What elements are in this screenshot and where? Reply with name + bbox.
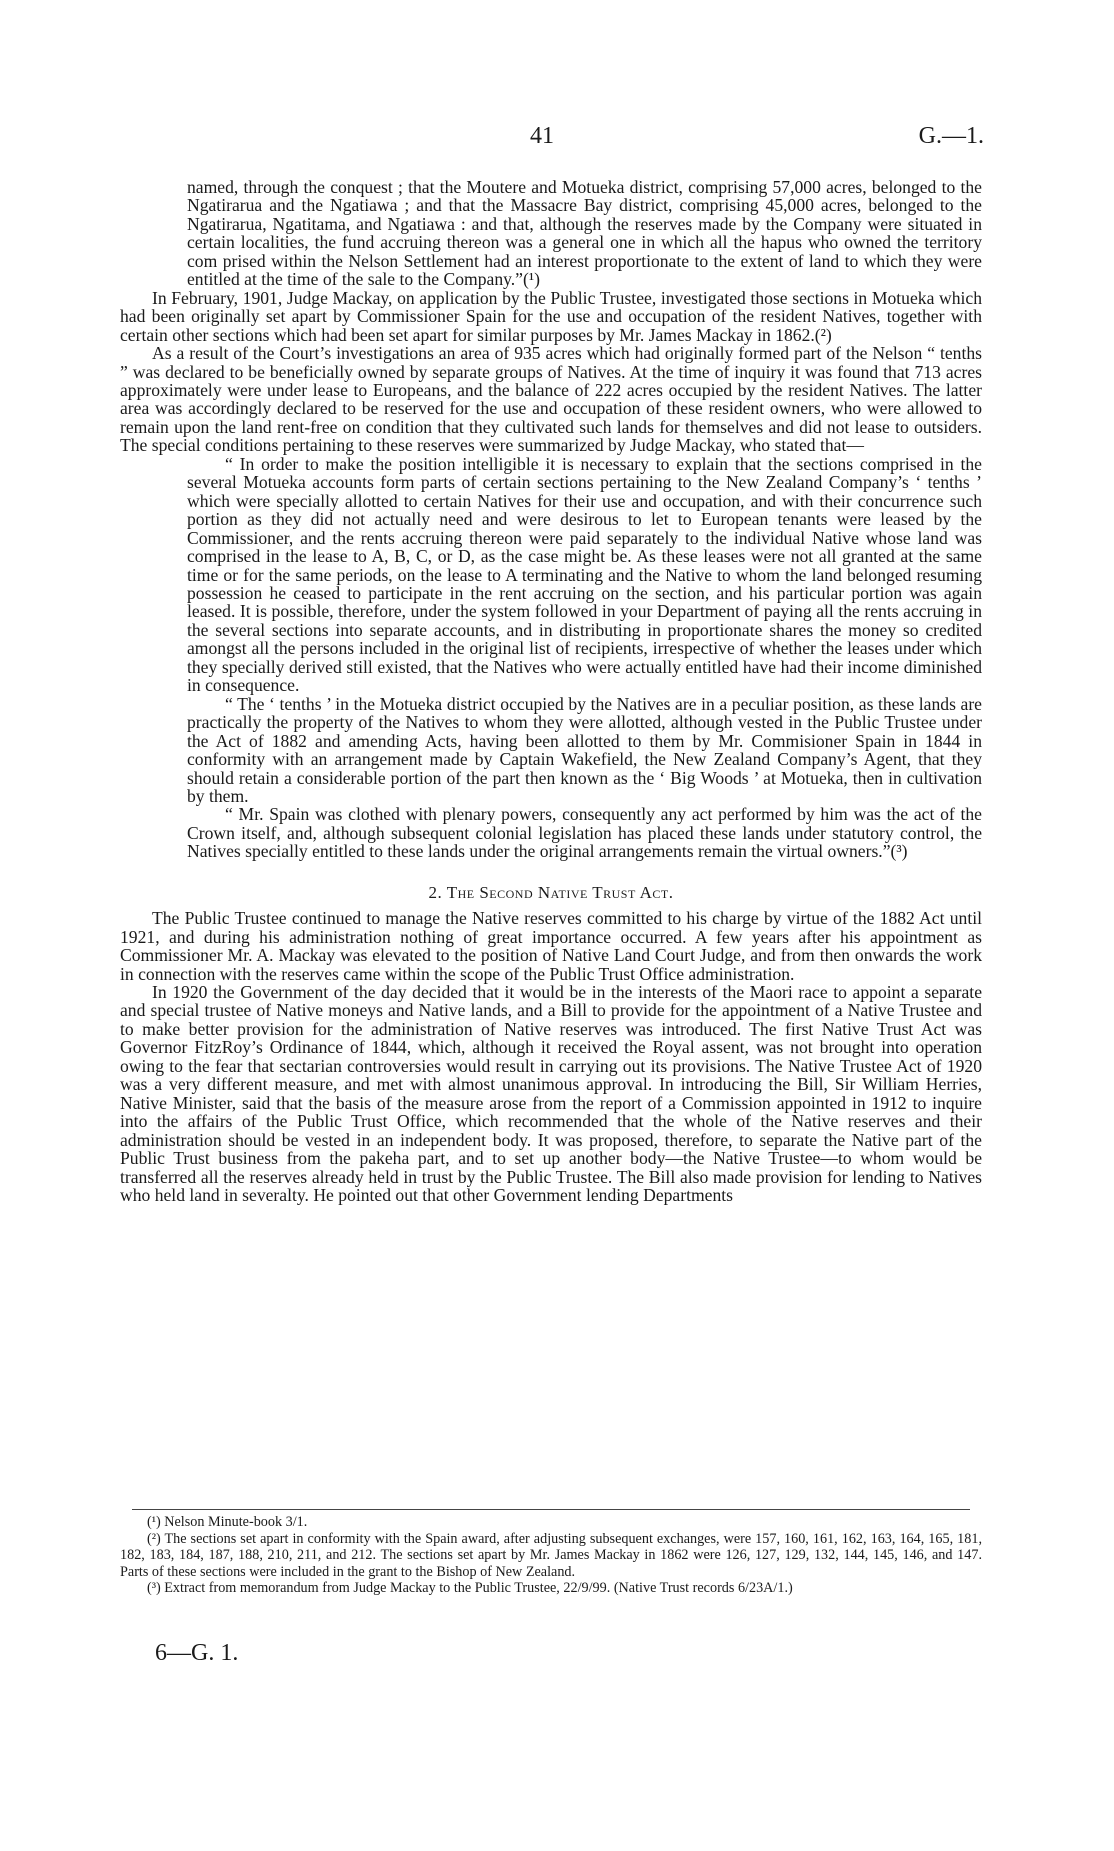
footnote-divider	[132, 1509, 970, 1510]
paragraph: In February, 1901, Judge Mackay, on application by the Public Trustee, investigated those sections in Motueka which had been originally set apart by Commissioner Spain for the use and occupation of the resident Natives, together with certain other sections which had been set apart for similar purposes by Mr. James Mackay in 1862.(²)	[120, 287, 982, 345]
footnote: (¹) Nelson Minute-book 3/1.	[147, 1514, 308, 1530]
quoted-paragraph: “ Mr. Spain was clothed with plenary powers, consequently any act performed by him was the act of the Crown itself, and, although subsequent colonial legislation has placed these lands under statutory control, the Natives specially entitled to these lands under the original arrangements remain the virtual owners.”(³)	[187, 804, 982, 862]
footnote: (²) The sections set apart in conformity with the Spain award, after adjusting subsequent exchanges, were 157, 160, 161, 162, 163, 164, 165, 181, 182, 183, 184, 187, 188, 210, 211, and 212. The sections set apart by Mr. James Mackay in 1862 were 126, 127, 129, 132, 144, 145, 146, and 147. Parts of these sections were included in the grant to the Bishop of New Zealand.	[120, 1530, 982, 1580]
quoted-paragraph: “ The ‘ tenths ’ in the Motueka district occupied by the Natives are in a peculiar position, as these lands are practically the property of the Natives to whom they were allotted, although vested in the Public Trustee under the Act of 1882 and amending Acts, having been allotted to them by Mr. Commisioner Spain in 1844 in conformity with an arrangement made by Captain Wakefield, the New Zealand Company’s Agent, that they should retain a considerable portion of the part then known as the ‘ Big Woods ’ at Motueka, then in cultivation by them.	[187, 693, 982, 806]
paragraph: named, through the conquest ; that the Moutere and Motueka district, comprising 57,000 acres, belonged to the Ngatirarua and the Ngatiawa ; and that the Massacre Bay district, comprising 45,000 acres, belonged to the Ngatirarua, Ngatitama, and Ngatiawa : and that, although the reserves made by the Company were situated in certain localities, the fund accruing thereon was a general one in which all the hapus who owned the territory com prised within the Nelson Settlement had an interest proportionate to the extent of land to which they were entitled at the time of the sale to the Company.”(¹)	[187, 177, 982, 290]
footnote: (³) Extract from memorandum from Judge Mackay to the Public Trustee, 22/9/99. (Native Trust records 6/23A/1.)	[147, 1580, 793, 1597]
quoted-paragraph: “ In order to make the position intelligible it is necessary to explain that the sections comprised in the several Motueka accounts form parts of certain sections pertaining to the New Zealand Company’s ‘ tenths ’ which were specially allotted to certain Natives for their use and occupation, and with their concurrence such portion as they did not actually need and were desirous to let to European tenants were leased by the Commissioner, and the rents accruing thereon were paid separately to the individual Native whose land was comprised in the lease to A, B, C, or D, as the case might be. As these leases were not all granted at the same time or for the same periods, on the lease to A terminating and the Native to whom the land belonged resuming possession he ceased to participate in the rent accruing on the section, and his particular portion was again leased. It is possible, therefore, under the system followed in your Department of paying all the rents accruing in the several sections into separate accounts, and in distributing in proportionate shares the money so credited amongst all the persons included in the original list of recipients, irrespective of whether the leases under which they specially derived still existed, that the Natives who were actually entitled have had their income diminished in consequence.	[187, 453, 982, 696]
paragraph: In 1920 the Government of the day decided that it would be in the interests of the Maori race to appoint a separate and special trustee of Native moneys and Native lands, and a Bill to provide for the appointment of a Native Trustee and to make better provision for the administration of Native reserves was introduced. The first Native Trust Act was Governor FitzRoy’s Ordinance of 1844, which, although it received the Royal assent, was not brought into operation owing to the fear that sectarian controversies would result in carrying out its provisions. The Native Trustee Act of 1920 was a very different measure, and met with almost unanimous approval. In introducing the Bill, Sir William Herries, Native Minister, said that the basis of the measure arose from the report of a Commission appointed in 1912 to inquire into the affairs of the Public Trust Office, which recommended that the whole of the Native reserves and their administration should be vested in an independent body. It was proposed, therefore, to separate the Native part of the Public Trust business from the pakeha part, and to set up another body—the Native Trustee—to whom would be transferred all the reserves already held in trust by the Public Trustee. The Bill also made provision for lending to Natives who held land in severalty. He pointed out that other Government lending Departments	[120, 982, 982, 1206]
footnotes	[120, 1514, 982, 1597]
printer-signature: 6—G. 1.	[155, 1640, 239, 1666]
body-text	[120, 178, 982, 1204]
section-heading: 2. The Second Native Trust Act.	[428, 882, 674, 902]
paragraph: As a result of the Court’s investigations an area of 935 acres which had originally formed part of the Nelson “ tenths ” was declared to be beneficially owned by separate groups of Natives. At the time of inquiry it was found that 713 acres approximately were under lease to Europeans, and the balance of 222 acres occupied by the resident Natives. The latter area was accordingly declared to be reserved for the use and occupation of these resident owners, who were allowed to remain upon the land rent-free on condition that they cultivated such lands for themselves and did not lease to outsiders. The special conditions pertaining to these reserves were summarized by Judge Mackay, who stated that—	[120, 343, 982, 456]
page-number: 41	[530, 123, 554, 149]
paragraph: The Public Trustee continued to manage the Native reserves committed to his charge by virtue of the 1882 Act until 1921, and during his administration nothing of great importance occurred. A few years after his appointment as Commissioner Mr. A. Mackay was elevated to the position of Native Land Court Judge, and from then onwards the work in connection with the reserves came within the scope of the Public Trust Office administration.	[120, 908, 982, 984]
document-reference: G.—1.	[918, 123, 984, 149]
